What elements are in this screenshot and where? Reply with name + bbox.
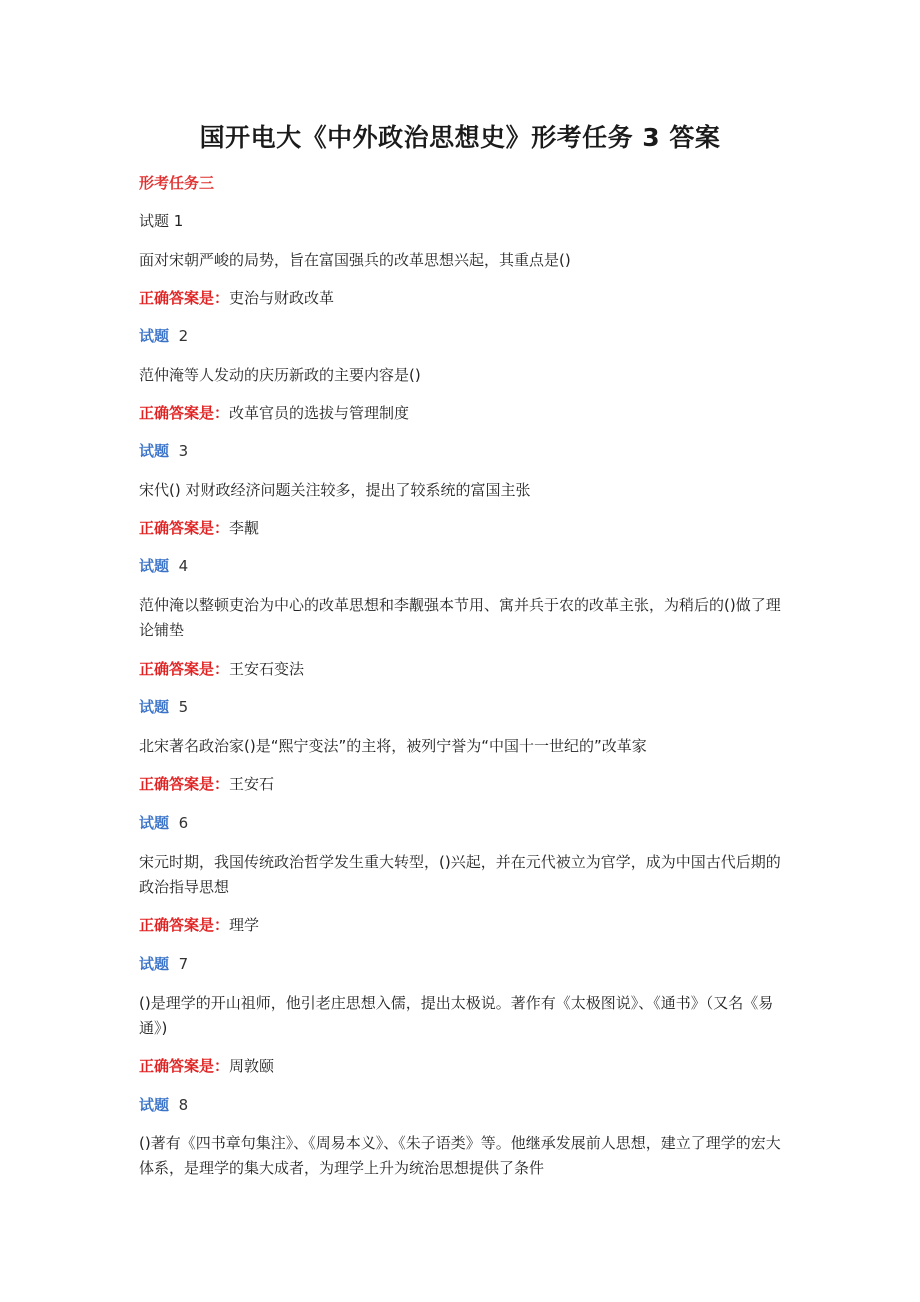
question-2-label bbox=[139, 324, 789, 349]
answer-label: 正确答案是： bbox=[139, 289, 230, 307]
answer-label: 正确答案是： bbox=[139, 404, 230, 422]
answer-label: 正确答案是： bbox=[139, 916, 230, 934]
answer-label: 正确答案是： bbox=[139, 1057, 230, 1075]
question-4-text: 范仲淹以整顿吏治为中心的改革思想和李觏强本节用、寓并兵于农的改革主张，为稍后的()做了理论铺垫 bbox=[139, 596, 781, 639]
answer-2 bbox=[139, 401, 789, 426]
question-8-text: ()著有《四书章句集注》、《周易本义》、《朱子语类》等。他继承发展前人思想，建立了理学的宏大体系，是理学的集大成者，为理学上升为统治思想提供了条件 bbox=[139, 1134, 781, 1177]
answer-1-text: 吏治与财政改革 bbox=[229, 289, 335, 307]
answer-7-text: 周敦颐 bbox=[229, 1057, 275, 1075]
question-number: 7 bbox=[178, 955, 189, 973]
question-label: 试题 bbox=[139, 442, 170, 460]
section-heading: 形考任务三 bbox=[139, 174, 215, 192]
question-label: 试题 bbox=[139, 1096, 170, 1114]
answer-1 bbox=[139, 286, 789, 311]
question-number: 5 bbox=[178, 698, 189, 716]
answer-2-text: 改革官员的选拔与管理制度 bbox=[229, 404, 410, 422]
answer-5-text: 王安石 bbox=[229, 775, 275, 793]
answer-7 bbox=[139, 1054, 789, 1079]
question-label: 试题 bbox=[139, 327, 170, 345]
question-label: 试题 bbox=[139, 955, 170, 973]
question-1-text: 面对宋朝严峻的局势，旨在富国强兵的改革思想兴起，其重点是() bbox=[139, 251, 571, 269]
question-5-text: 北宋著名政治家()是“熙宁变法”的主将，被列宁誉为“中国十一世纪的”改革家 bbox=[139, 737, 647, 755]
question-number: 4 bbox=[178, 557, 189, 575]
question-number: 2 bbox=[178, 327, 189, 345]
question-7-label bbox=[139, 952, 789, 977]
question-number: 8 bbox=[178, 1096, 189, 1114]
answer-5 bbox=[139, 772, 789, 797]
question-7-text: ()是理学的开山祖师，他引老庄思想入儒，提出太极说。著作有《太极图说》、《通书》（又名《易通》) bbox=[139, 994, 774, 1037]
question-6-label bbox=[139, 811, 789, 836]
answer-4 bbox=[139, 657, 789, 682]
answer-label: 正确答案是： bbox=[139, 775, 230, 793]
answer-6 bbox=[139, 913, 789, 938]
question-label: 试题 bbox=[139, 698, 170, 716]
question-4-label bbox=[139, 554, 789, 579]
answer-6-text: 理学 bbox=[229, 916, 260, 934]
answer-label: 正确答案是： bbox=[139, 519, 230, 537]
question-number: 6 bbox=[178, 814, 189, 832]
question-8-label bbox=[139, 1093, 789, 1118]
question-number: 3 bbox=[178, 442, 189, 460]
question-label: 试题 bbox=[139, 814, 170, 832]
question-label: 试题 bbox=[139, 557, 170, 575]
question-3-text: 宋代() 对财政经济问题关注较多，提出了较系统的富国主张 bbox=[139, 481, 531, 499]
answer-3-text: 李觏 bbox=[229, 519, 260, 537]
question-5-label bbox=[139, 695, 789, 720]
question-3-label bbox=[139, 439, 789, 464]
document-title: 国开电大《中外政治思想史》形考任务 3 答案 bbox=[199, 123, 721, 152]
answer-3 bbox=[139, 516, 789, 541]
answer-4-text: 王安石变法 bbox=[229, 660, 305, 678]
question-6-text: 宋元时期，我国传统政治哲学发生重大转型，()兴起，并在元代被立为官学，成为中国古代后期的政治指导思想 bbox=[139, 853, 781, 896]
answer-label: 正确答案是： bbox=[139, 660, 230, 678]
question-2-text: 范仲淹等人发动的庆历新政的主要内容是() bbox=[139, 366, 421, 384]
question-1-label: 试题 1 bbox=[139, 212, 184, 230]
